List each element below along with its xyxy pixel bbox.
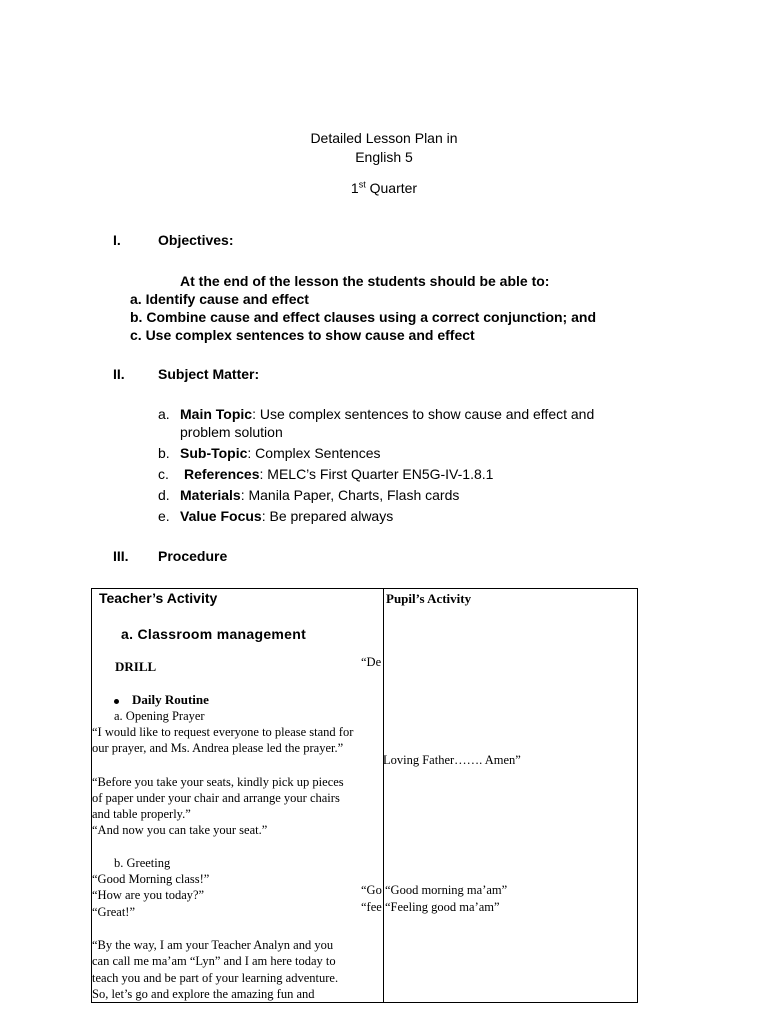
subject-item-letter-d: d. (158, 487, 170, 503)
objectives-heading: Objectives: (158, 232, 234, 248)
pupil-good-morning-response: “Good morning ma’am” (385, 883, 508, 897)
greeting-line-2: “How are you today?” (92, 888, 205, 902)
overflow-text-de: “De (361, 655, 382, 669)
prayer-line-2: our prayer, and Ms. Andrea please led the prayer.” (92, 741, 344, 755)
bullet-icon (114, 699, 119, 704)
procedure-numeral: III. (113, 548, 129, 564)
column-divider (383, 589, 384, 1002)
subject-matter-numeral: II. (113, 366, 125, 382)
subject-item-references (184, 466, 493, 482)
subject-item-letter-b: b. (158, 445, 170, 461)
quarter-word: Quarter (365, 180, 418, 196)
materials-label: Materials (180, 487, 241, 503)
pupil-activity-header: Pupil’s Activity (386, 591, 472, 606)
overflow-text-go: “Go (361, 883, 382, 897)
main-topic-label: Main Topic (180, 406, 253, 422)
objectives-numeral: I. (113, 232, 121, 248)
objective-item-c: c. Use complex sentences to show cause and effect (130, 327, 475, 343)
subject-item-letter-a: a. (158, 406, 170, 422)
intro-line-4: So, let’s go and explore the amazing fun and (92, 987, 315, 1001)
objective-item-a: a. Identify cause and effect (130, 291, 309, 307)
greeting-line-3: “Great!” (92, 905, 136, 919)
intro-line-3: teach you and be part of your learning adventure. (92, 971, 339, 985)
subject-item-sub-topic (180, 445, 380, 461)
sub-topic-text: : Complex Sentences (247, 445, 381, 461)
drill-label: DRILL (115, 659, 157, 674)
pupil-prayer-response: Loving Father……. Amen” (383, 753, 521, 767)
doc-title-line2: English 5 (355, 149, 413, 165)
seat-line-1: “Before you take your seats, kindly pick up pieces (92, 775, 344, 789)
seat-line-3: and table properly.” (92, 807, 191, 821)
subject-item-materials (180, 487, 459, 503)
objectives-intro: At the end of the lesson the students should be able to: (180, 273, 550, 289)
subject-item-letter-e: e. (158, 508, 170, 524)
subject-item-letter-c: c. (158, 466, 169, 482)
subject-item-main-topic (180, 406, 594, 422)
seat-line-4: “And now you can take your seat.” (92, 823, 268, 837)
intro-line-2: can call me ma’am “Lyn” and I am here today to (92, 954, 336, 968)
greeting-label: b. Greeting (114, 856, 171, 870)
procedure-table (91, 588, 638, 1003)
doc-title-line1: Detailed Lesson Plan in (310, 130, 458, 146)
subject-item-value-focus (180, 508, 393, 524)
pupil-feeling-response: “Feeling good ma’am” (385, 900, 500, 914)
subject-matter-heading: Subject Matter: (158, 366, 260, 382)
daily-routine-item (114, 692, 209, 708)
main-topic-text: : Use complex sentences to show cause and effect and (252, 406, 595, 422)
classroom-management-heading: a. Classroom management (121, 626, 307, 642)
teacher-activity-header: Teacher’s Activity (99, 590, 218, 606)
quarter-ordinal: st (358, 179, 366, 190)
objective-item-b: b. Combine cause and effect clauses using a correct conjunction; and (130, 309, 596, 325)
prayer-line-1: “I would like to request everyone to please stand for (92, 725, 354, 739)
opening-prayer-label: a. Opening Prayer (114, 709, 205, 723)
sub-topic-label: Sub-Topic (180, 445, 248, 461)
materials-text: : Manila Paper, Charts, Flash cards (240, 487, 460, 503)
procedure-heading: Procedure (158, 548, 228, 564)
daily-routine-label: Daily Routine (132, 692, 209, 707)
overflow-text-fee: “fee (361, 900, 382, 914)
value-focus-text: : Be prepared always (261, 508, 394, 524)
value-focus-label: Value Focus (180, 508, 262, 524)
references-text: : MELC’s First Quarter EN5G-IV-1.8.1 (259, 466, 494, 482)
intro-line-1: “By the way, I am your Teacher Analyn and you (92, 938, 334, 952)
seat-line-2: of paper under your chair and arrange your chairs (92, 791, 340, 805)
quarter-number: 1 (350, 180, 359, 196)
greeting-line-1: “Good Morning class!” (92, 872, 210, 886)
references-label: References (184, 466, 260, 482)
main-topic-continuation: problem solution (180, 424, 283, 440)
quarter-line (0, 180, 768, 196)
